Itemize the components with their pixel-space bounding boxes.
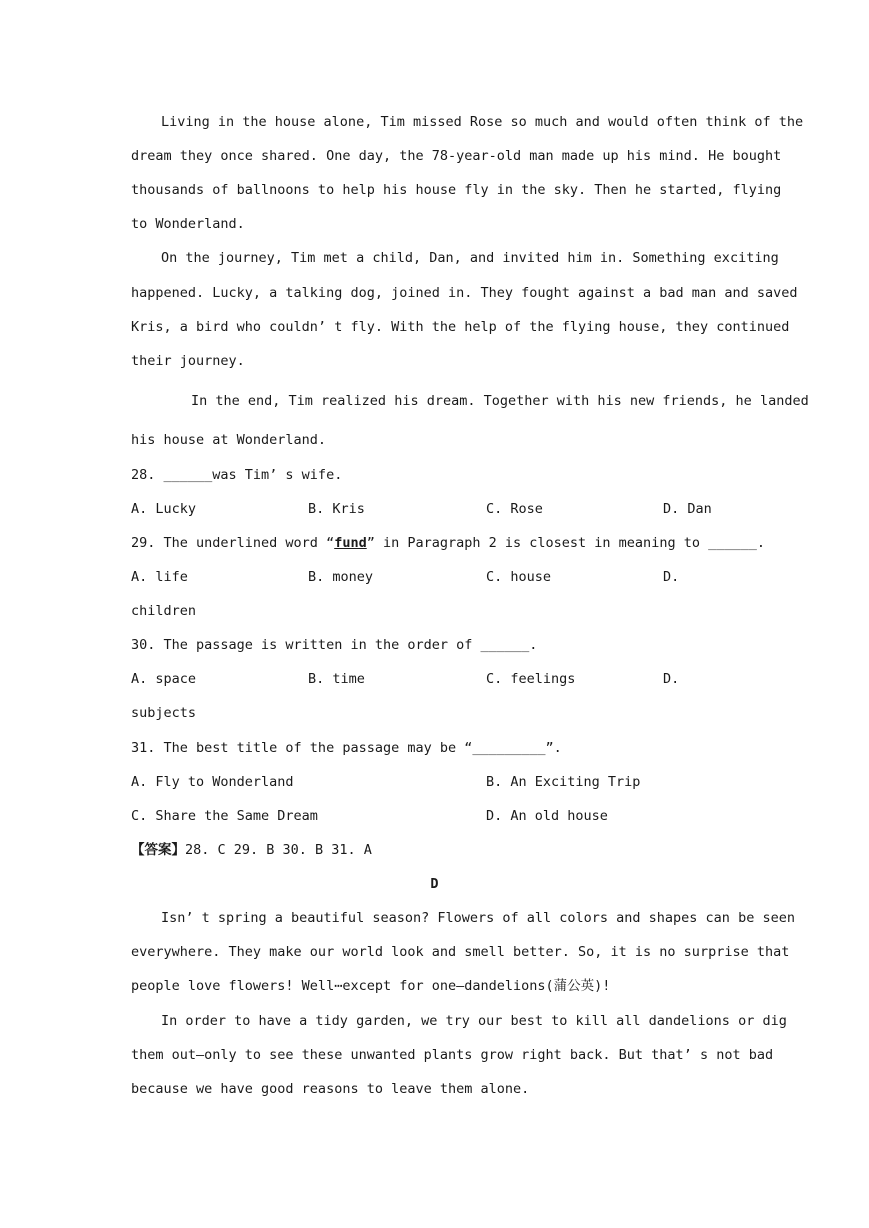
q30-option-b: B. time — [308, 671, 365, 687]
passage-c-p3-line-2: his house at Wonderland. — [131, 432, 327, 448]
q29-option-d: D. — [663, 569, 680, 585]
passage-d-p1-line-2: everywhere. They make our world look and smell better. So, it is no surprise that — [131, 944, 790, 960]
passage-c-p1-line-3: thousands of ballnoons to help his house fly in the sky. Then he started, flying — [131, 182, 782, 198]
q31-option-b: B. An Exciting Trip — [486, 774, 641, 790]
passage-c-p1-line-2: dream they once shared. One day, the 78-year-old man made up his mind. He bought — [131, 148, 782, 164]
q28-option-d: D. Dan — [663, 501, 712, 517]
q30-option-a: A. space — [131, 671, 197, 687]
question-28-stem: 28. ______was Tim’ s wife. — [131, 467, 343, 483]
q29-option-d-wrap: children — [131, 603, 197, 619]
q31-option-a: A. Fly to Wonderland — [131, 774, 294, 790]
passage-c-p3-line-1: In the end, Tim realized his dream. Together with his new friends, he landed — [191, 393, 809, 409]
passage-c-p1-line-4: to Wonderland. — [131, 216, 245, 232]
q30-option-c: C. feelings — [486, 671, 576, 687]
passage-c-p1-line-1: Living in the house alone, Tim missed Rose so much and would often think of the — [161, 114, 804, 130]
passage-c-p2-line-1: On the journey, Tim met a child, Dan, and invited him in. Something exciting — [161, 250, 779, 266]
q29-stem-post: ” in Paragraph 2 is closest in meaning to ______. — [366, 535, 765, 551]
q30-option-d-wrap: subjects — [131, 705, 197, 721]
q31-option-c: C. Share the Same Dream — [131, 808, 318, 824]
passage-d-p1-line-1: Isn’ t spring a beautiful season? Flowers of all colors and shapes can be seen — [161, 910, 795, 926]
passage-c-p2-line-3: Kris, a bird who couldn’ t fly. With the help of the flying house, they continued — [131, 319, 790, 335]
q31-option-d: D. An old house — [486, 808, 608, 824]
q28-option-c: C. Rose — [486, 501, 543, 517]
answer-line — [131, 840, 737, 860]
q29-option-c: C. house — [486, 569, 552, 585]
q30-option-d: D. — [663, 671, 680, 687]
question-31-stem: 31. The best title of the passage may be “_________”. — [131, 740, 562, 756]
passage-d-heading: D — [430, 876, 439, 892]
q28-option-a: A. Lucky — [131, 501, 197, 517]
question-29-stem — [131, 533, 765, 553]
passage-c-p2-line-2: happened. Lucky, a talking dog, joined in. They fought against a bad man and saved — [131, 285, 798, 301]
answer-label: 【答案】 — [131, 842, 185, 858]
passage-d-p1-line-3: people love flowers! Well⋯except for one—dandelions(蒲公英)! — [131, 978, 611, 994]
passage-c-p2-line-4: their journey. — [131, 353, 245, 369]
q29-option-b: B. money — [308, 569, 374, 585]
q29-stem-pre: 29. The underlined word “ — [131, 535, 335, 551]
passage-d-p2-line-1: In order to have a tidy garden, we try our best to kill all dandelions or dig — [161, 1013, 787, 1029]
question-30-stem: 30. The passage is written in the order of ______. — [131, 637, 538, 653]
q29-keyword: fund — [334, 535, 367, 551]
passage-d-p2-line-2: them out—only to see these unwanted plants grow right back. But that’ s not bad — [131, 1047, 774, 1063]
q28-option-b: B. Kris — [308, 501, 365, 517]
q29-option-a: A. life — [131, 569, 188, 585]
answer-text: 28. C 29. B 30. B 31. A — [185, 842, 372, 858]
passage-d-p2-line-3: because we have good reasons to leave them alone. — [131, 1081, 530, 1097]
